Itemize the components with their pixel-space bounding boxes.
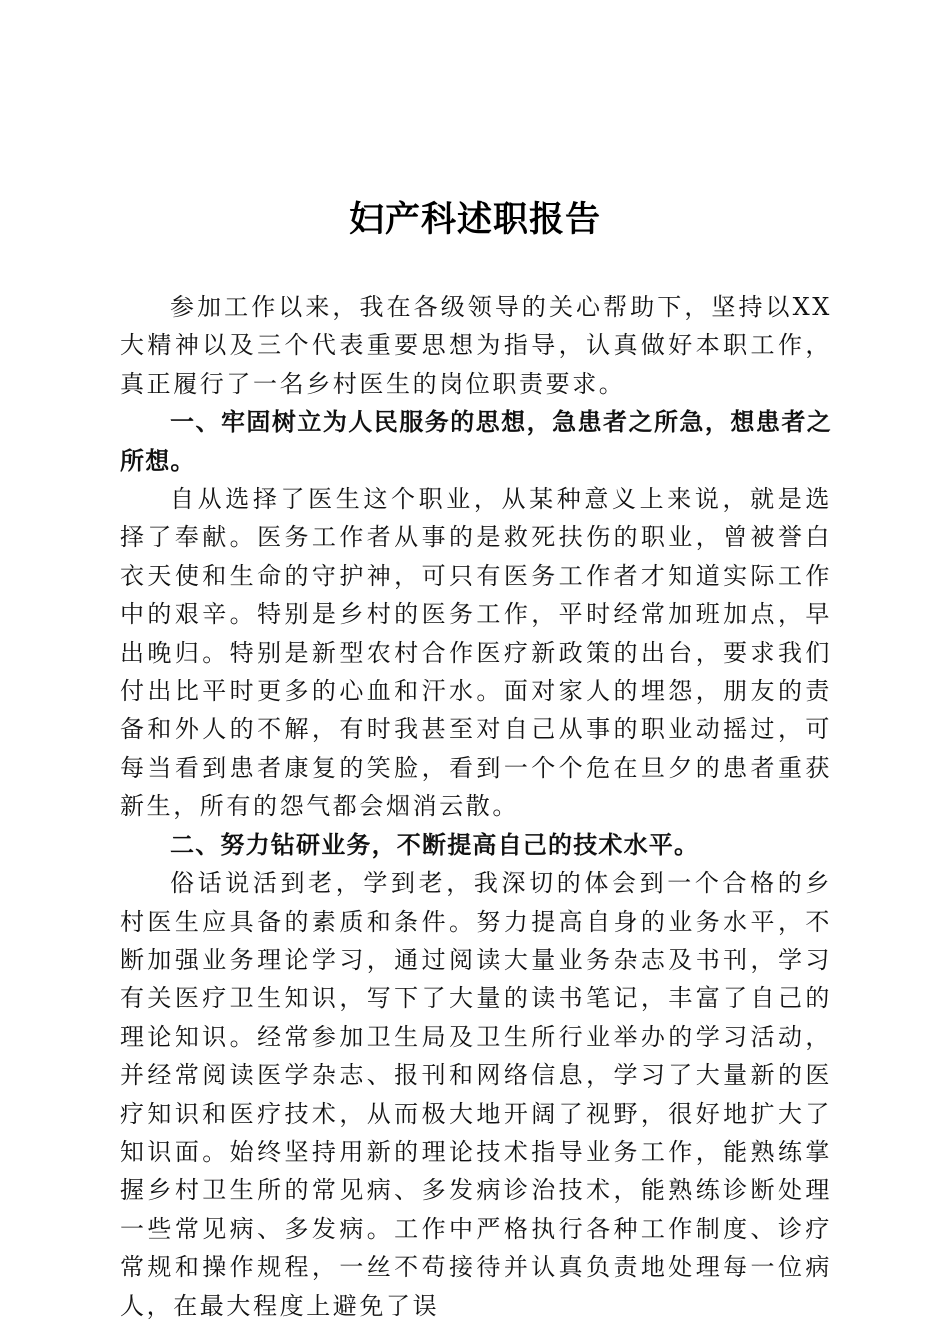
document-body [120,288,832,1325]
paragraph-section-1: 自从选择了医生这个职业，从某种意义上来说，就是选择了奉献。医务工作者从事的是救死扶伤的职业，曾被誉白衣天使和生命的守护神，可只有医务工作者才知道实际工作中的艰辛。特别是乡村的医务工作，平时经常加班加点，早出晚归。特别是新型农村合作医疗新政策的出台，要求我们付出比平时更多的心血和汗水。面对家人的埋怨，朋友的责备和外人的不解，有时我甚至对自己从事的职业动摇过，可每当看到患者康复的笑脸，看到一个个危在旦夕的患者重获新生，所有的怨气都会烟消云散。 [120,485,832,821]
section-heading-1: 一、牢固树立为人民服务的思想，急患者之所急，想患者之所想。 [120,408,832,475]
paragraph-section-2: 俗话说活到老，学到老，我深切的体会到一个合格的乡村医生应具备的素质和条件。努力提高自身的业务水平，不断加强业务理论学习，通过阅读大量业务杂志及书刊，学习有关医疗卫生知识，写下了大量的读书笔记，丰富了自己的理论知识。经常参加卫生局及卫生所行业举办的学习活动，并经常阅读医学杂志、报刊和网络信息，学习了大量新的医疗知识和医疗技术，从而极大地开阔了视野，很好地扩大了知识面。始终坚持用新的理论技术指导业务工作，能熟练掌握乡村卫生所的常见病、多发病诊治技术，能熟练诊断处理一些常见病、多发病。工作中严格执行各种工作制度、诊疗常规和操作规程，一丝不苟接待并认真负责地处理每一位病人，在最大程度上避免了误 [120,869,832,1320]
section-heading-2: 二、努力钻研业务，不断提高自己的技术水平。 [170,830,700,859]
document-title: 妇产科述职报告 [348,199,601,240]
paragraph-intro: 参加工作以来，我在各级领导的关心帮助下，坚持以XX大精神以及三个代表重要思想为指导，认真做好本职工作，真正履行了一名乡村医生的岗位职责要求。 [120,293,832,398]
